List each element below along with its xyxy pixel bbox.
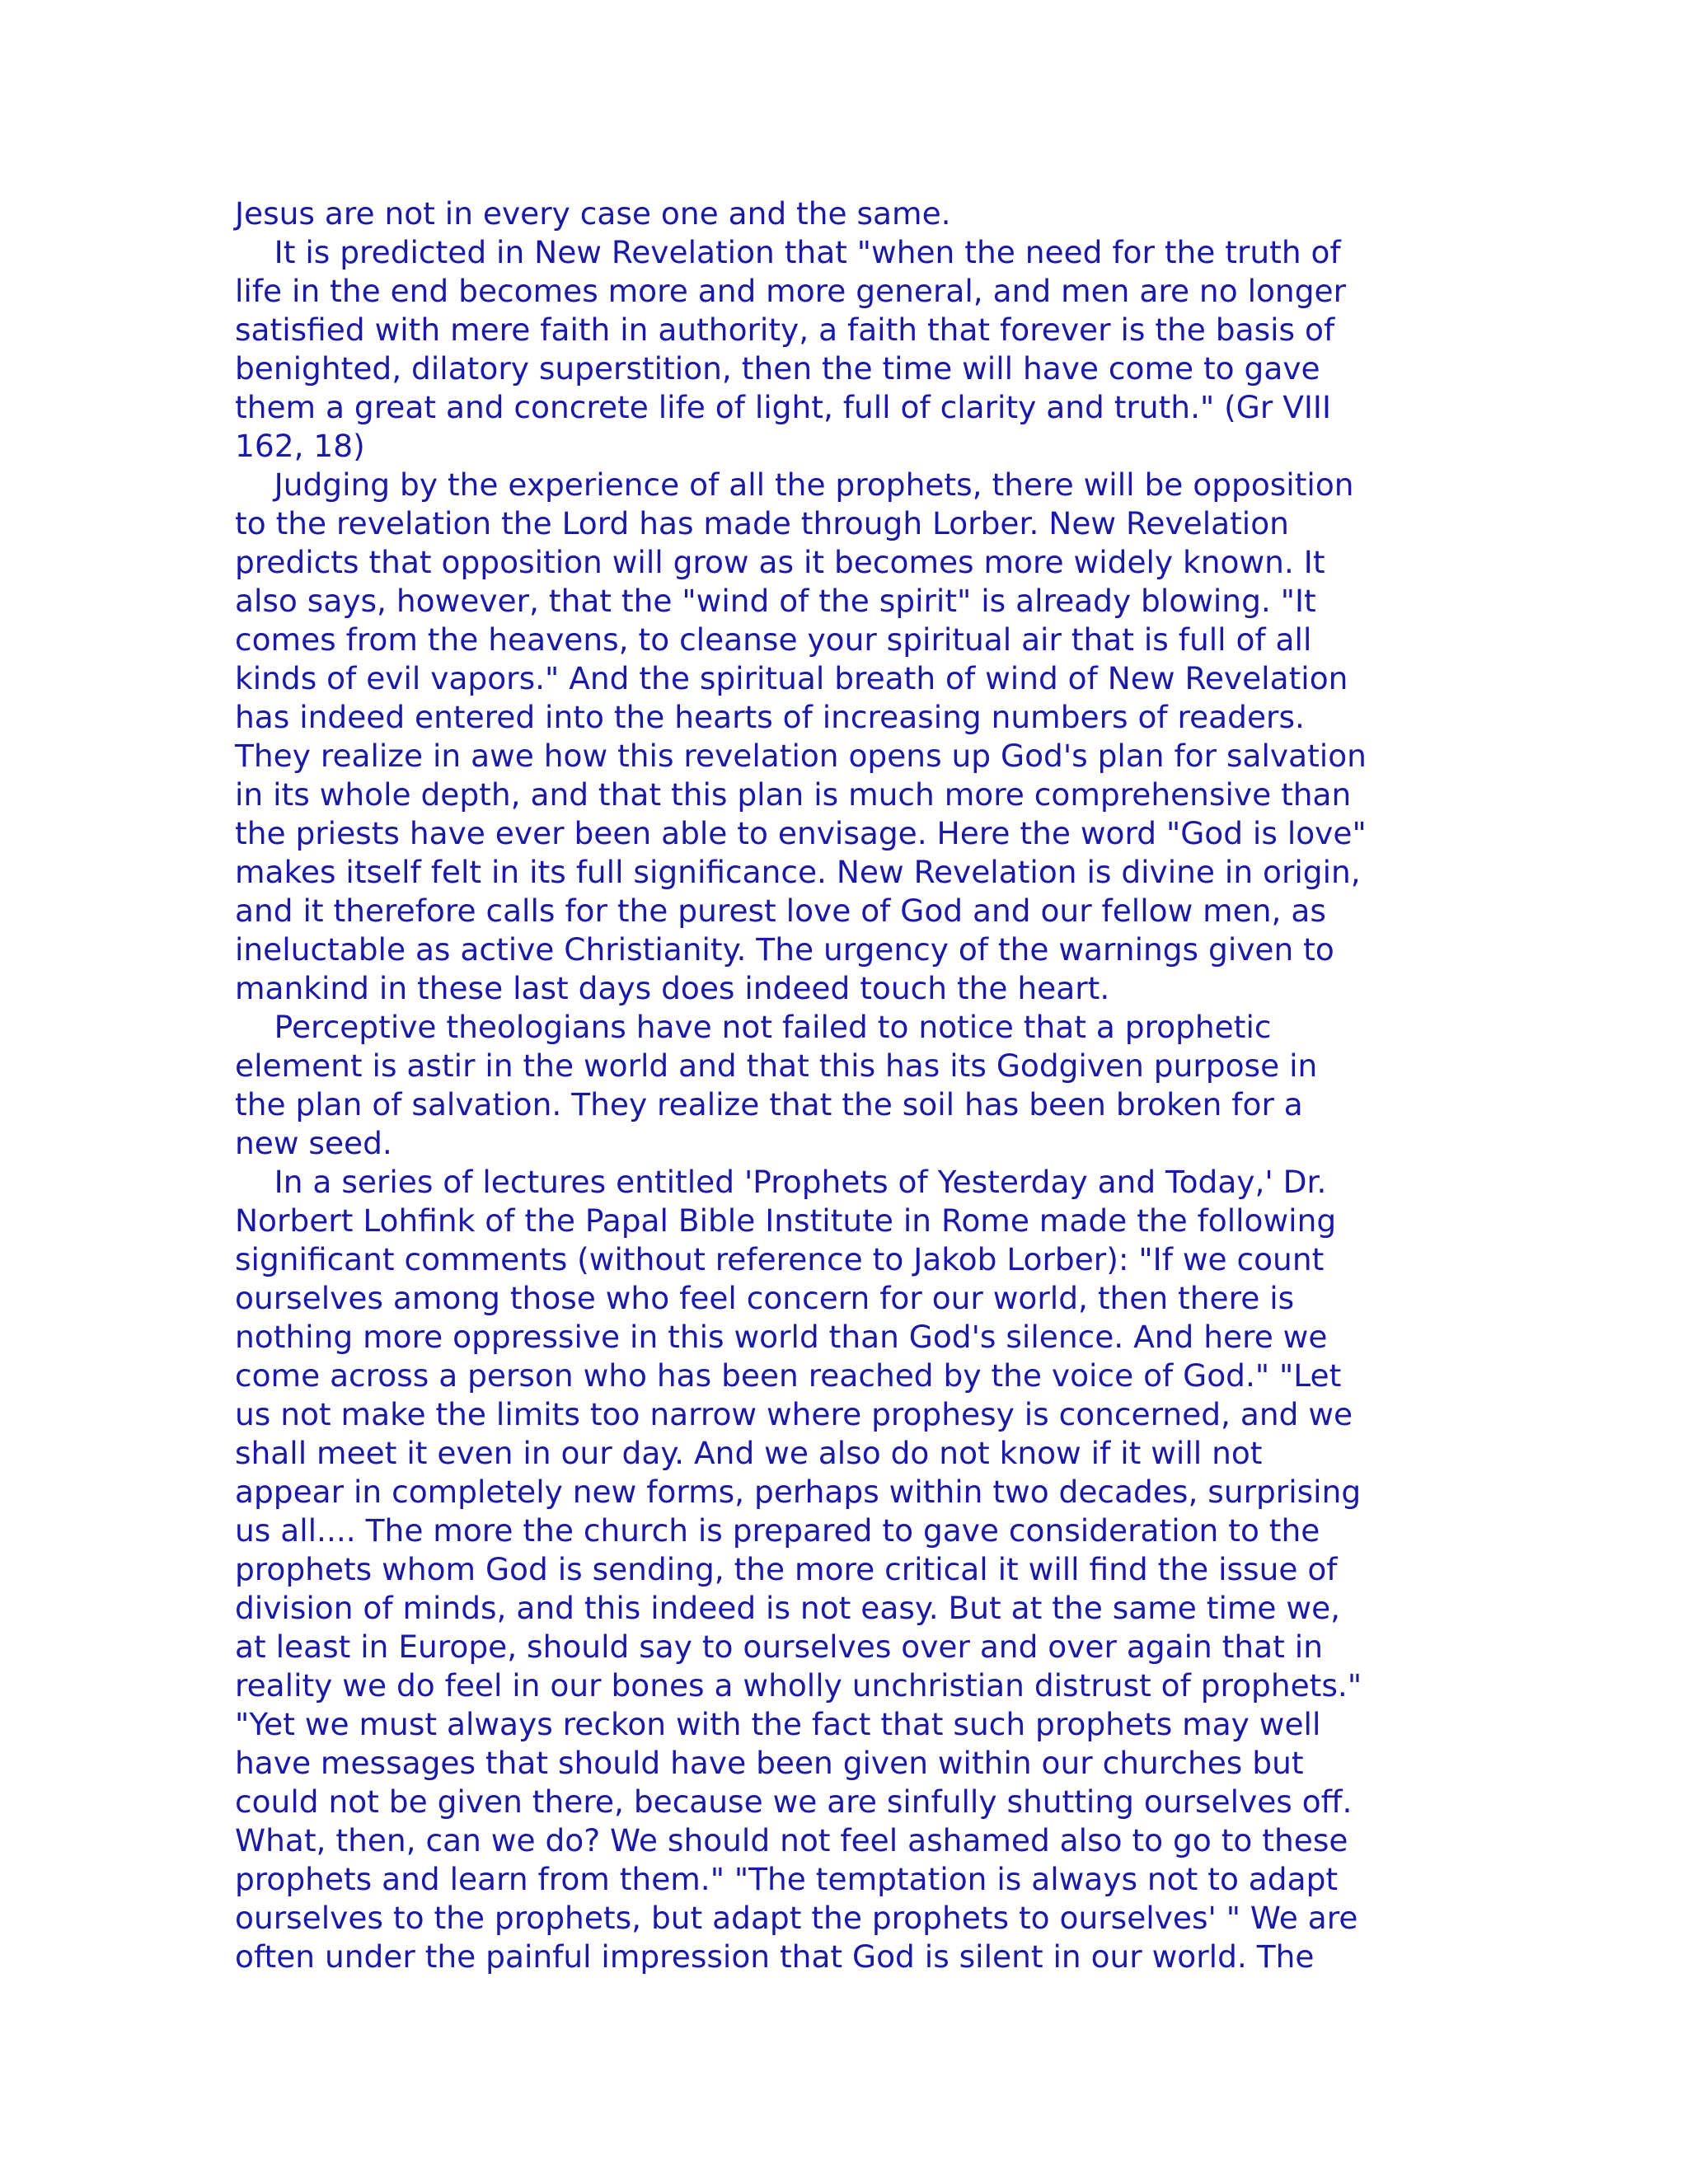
- text-line: shall meet it even in our day. And we also do not know if it will not: [235, 1435, 1263, 1471]
- text-line: In a series of lectures entitled 'Prophets of Yesterday and Today,' Dr.: [235, 1164, 1327, 1200]
- text-line: element is astir in the world and that this has its Godgiven purpose in: [235, 1047, 1318, 1084]
- text-line: at least in Europe, should say to ourselves over and over again that in: [235, 1629, 1323, 1665]
- text-line: makes itself felt in its full significance. New Revelation is divine in origin,: [235, 854, 1361, 890]
- text-line: and it therefore calls for the purest love of God and our fellow men, as: [235, 893, 1326, 929]
- text-line: prophets whom God is sending, the more critical it will find the issue of: [235, 1551, 1338, 1587]
- text-line: predicts that opposition will grow as it becomes more widely known. It: [235, 544, 1325, 580]
- text-line: What, then, can we do? We should not feel ashamed also to go to these: [235, 1822, 1348, 1858]
- text-line: significant comments (without reference to Jakob Lorber): "If we count: [235, 1241, 1325, 1277]
- text-line: new seed.: [235, 1125, 392, 1161]
- text-line: ourselves among those who feel concern for our world, then there is: [235, 1280, 1295, 1316]
- text-line: benighted, dilatory superstition, then the time will have come to gave: [235, 350, 1320, 387]
- text-line: Norbert Lohfink of the Papal Bible Institute in Rome made the following: [235, 1202, 1337, 1239]
- text-line: 162, 18): [235, 428, 365, 464]
- text-line: life in the end becomes more and more general, and men are no longer: [235, 273, 1346, 309]
- text-line: satisfied with mere faith in authority, a faith that forever is the basis of: [235, 312, 1335, 348]
- text-line: have messages that should have been given within our churches but: [235, 1745, 1304, 1781]
- text-line: division of minds, and this indeed is not easy. But at the same time we,: [235, 1590, 1341, 1626]
- text-line: They realize in awe how this revelation opens up God's plan for salvation: [235, 738, 1367, 774]
- text-line: "Yet we must always reckon with the fact that such prophets may well: [235, 1706, 1321, 1742]
- text-line: ineluctable as active Christianity. The urgency of the warnings given to: [235, 931, 1334, 968]
- text-line: them a great and concrete life of light, full of clarity and truth." (Gr VIII: [235, 389, 1332, 425]
- text-line: It is predicted in New Revelation that "when the need for the truth of: [235, 234, 1341, 270]
- text-line: nothing more oppressive in this world than God's silence. And here we: [235, 1319, 1328, 1355]
- text-line: in its whole depth, and that this plan is much more comprehensive than: [235, 776, 1352, 813]
- text-line: often under the painful impression that God is silent in our world. The: [235, 1938, 1315, 1975]
- text-line: prophets and learn from them." "The temptation is always not to adapt: [235, 1861, 1339, 1897]
- text-line: could not be given there, because we are sinfully shutting ourselves off.: [235, 1783, 1353, 1820]
- body-text: [235, 194, 1471, 1976]
- text-line: us not make the limits too narrow where prophesy is concerned, and we: [235, 1396, 1353, 1432]
- text-line: us all.... The more the church is prepared to gave consideration to the: [235, 1512, 1320, 1549]
- text-line: also says, however, that the "wind of the spirit" is already blowing. "It: [235, 583, 1316, 619]
- text-line: come across a person who has been reached by the voice of God." "Let: [235, 1357, 1342, 1394]
- text-line: Judging by the experience of all the prophets, there will be opposition: [235, 466, 1354, 503]
- text-line: mankind in these last days does indeed touch the heart.: [235, 970, 1110, 1006]
- text-line: reality we do feel in our bones a wholly unchristian distrust of prophets.": [235, 1667, 1362, 1704]
- text-line: Jesus are not in every case one and the same.: [235, 195, 951, 232]
- text-line: comes from the heavens, to cleanse your spiritual air that is full of all: [235, 621, 1312, 658]
- text-line: kinds of evil vapors." And the spiritual breath of wind of New Revelation: [235, 660, 1348, 696]
- text-line: the priests have ever been able to envisage. Here the word "God is love": [235, 815, 1367, 851]
- text-line: the plan of salvation. They realize that the soil has been broken for a: [235, 1086, 1303, 1122]
- text-line: has indeed entered into the hearts of increasing numbers of readers.: [235, 699, 1305, 735]
- text-line: Perceptive theologians have not failed to notice that a prophetic: [235, 1009, 1272, 1045]
- text-line: ourselves to the prophets, but adapt the prophets to ourselves' " We are: [235, 1900, 1358, 1936]
- text-line: appear in completely new forms, perhaps within two decades, surprising: [235, 1474, 1362, 1510]
- text-line: to the revelation the Lord has made through Lorber. New Revelation: [235, 505, 1289, 541]
